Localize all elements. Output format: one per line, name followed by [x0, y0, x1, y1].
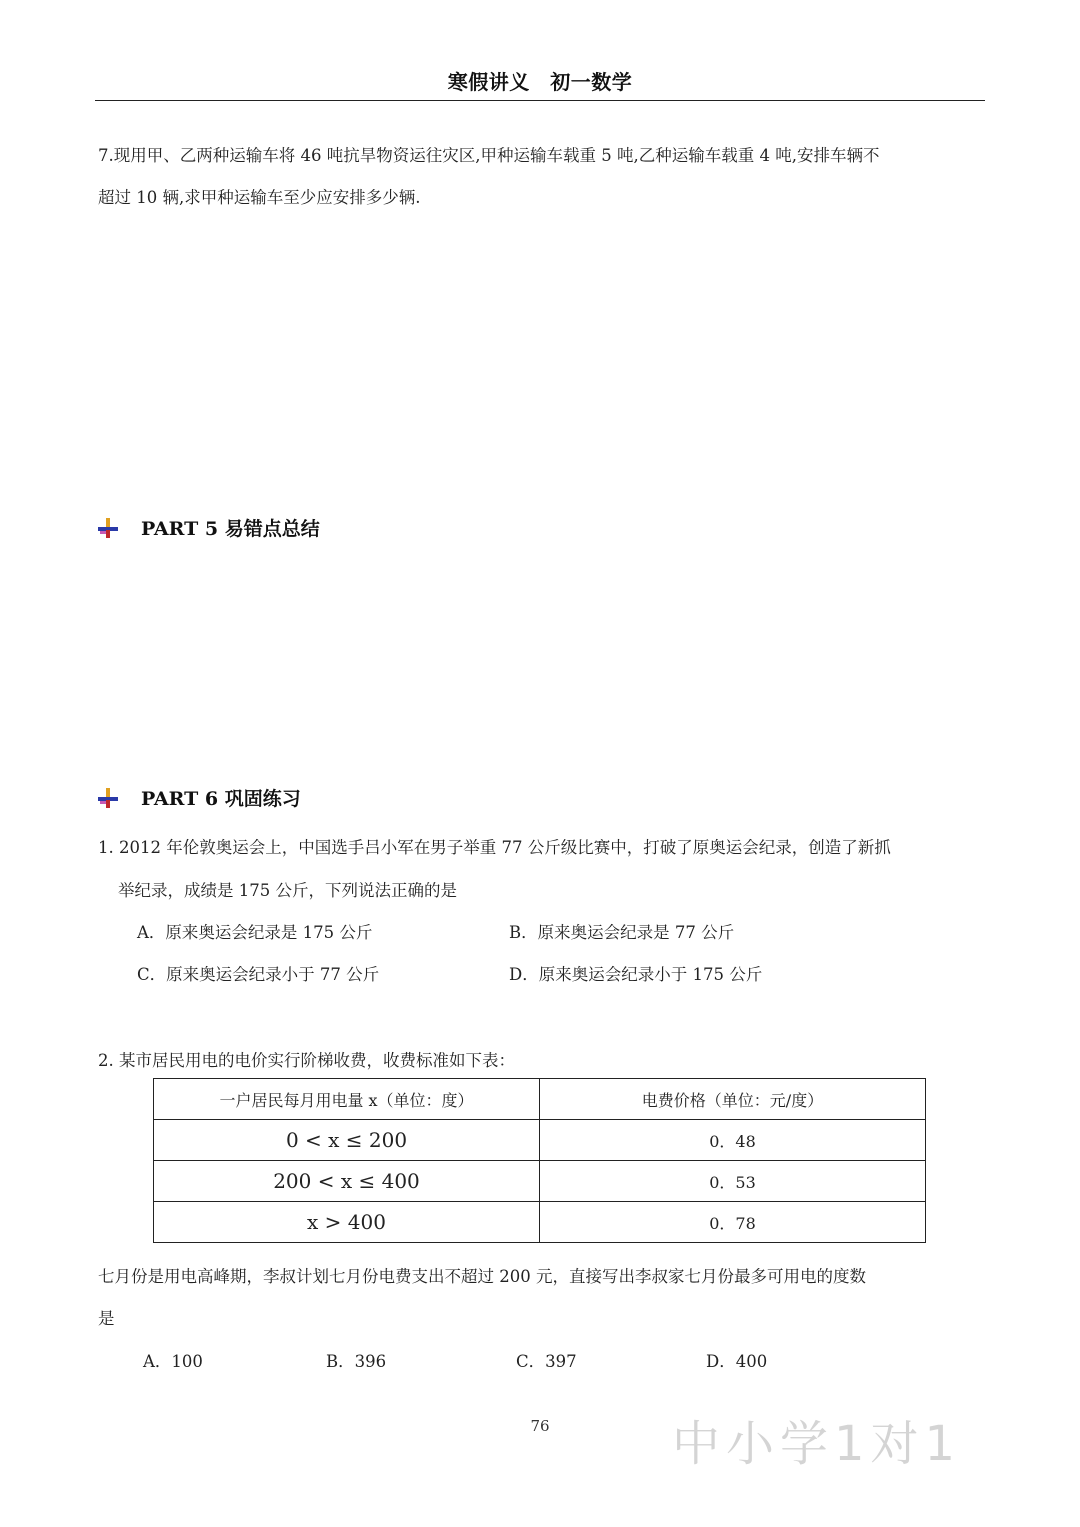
practice-1-line-2: 举纪录，成绩是 175 公斤，下列说法正确的是 — [118, 881, 457, 900]
usage-range-cell: x > 400 — [154, 1202, 540, 1243]
header-divider — [95, 100, 985, 101]
table-row — [154, 1120, 926, 1161]
price-cell: 0．78 — [540, 1202, 926, 1243]
section-marker-icon — [97, 787, 119, 809]
part-5-title: PART 5 易错点总结 — [141, 518, 320, 540]
usage-range-cell: 200 < x ≤ 400 — [154, 1161, 540, 1202]
practice-2-stem: 2. 某市居民用电的电价实行阶梯收费，收费标准如下表： — [98, 1051, 515, 1070]
price-cell: 0．48 — [540, 1120, 926, 1161]
part-6-title: PART 6 巩固练习 — [141, 788, 301, 810]
practice-1-line-1: 1. 2012 年伦敦奥运会上，中国选手吕小军在男子举重 77 公斤级比赛中，打破了原奥运会纪录，创造了新抓 — [98, 838, 891, 857]
table-row — [154, 1161, 926, 1202]
practice-1-option-a: A．原来奥运会纪录是 175 公斤 — [137, 923, 373, 942]
part-5-heading — [97, 514, 320, 541]
practice-2-option-d: D．400 — [706, 1352, 768, 1371]
part-6-heading — [97, 784, 301, 811]
practice-2-option-c: C．397 — [516, 1352, 577, 1371]
practice-1-option-b: B．原来奥运会纪录是 77 公斤 — [509, 923, 735, 942]
practice-2-option-b: B．396 — [326, 1352, 387, 1371]
page-header-title: 寒假讲义 初一数学 — [447, 70, 633, 94]
page-number: 76 — [530, 1417, 550, 1435]
watermark: 中小学1对1 — [672, 1416, 962, 1472]
price-cell: 0．53 — [540, 1161, 926, 1202]
practice-2-option-a: A．100 — [143, 1352, 203, 1371]
question-7-line-1: 7.现用甲、乙两种运输车将 46 吨抗旱物资运往灾区,甲种运输车载重 5 吨,乙种运输车载重 4 吨,安排车辆不 — [98, 146, 880, 165]
table-row — [154, 1202, 926, 1243]
question-7-line-2: 超过 10 辆,求甲种运输车至少应安排多少辆. — [98, 188, 421, 207]
practice-1-option-c: C．原来奥运会纪录小于 77 公斤 — [137, 965, 380, 984]
table-header-row — [154, 1079, 926, 1120]
section-marker-icon — [97, 517, 119, 539]
practice-2-question-line-1: 七月份是用电高峰期，李叔计划七月份电费支出不超过 200 元，直接写出李叔家七月份最多可用电的度数 — [98, 1267, 866, 1286]
table-header-cell: 一户居民每月用电量 x（单位：度） — [154, 1079, 540, 1120]
practice-1-option-d: D．原来奥运会纪录小于 175 公斤 — [509, 965, 763, 984]
practice-2-question-line-2: 是 — [98, 1309, 115, 1328]
table-header-cell: 电费价格（单位：元/度） — [540, 1079, 926, 1120]
usage-range-cell: 0 < x ≤ 200 — [154, 1120, 540, 1161]
electricity-rate-table — [153, 1078, 926, 1243]
